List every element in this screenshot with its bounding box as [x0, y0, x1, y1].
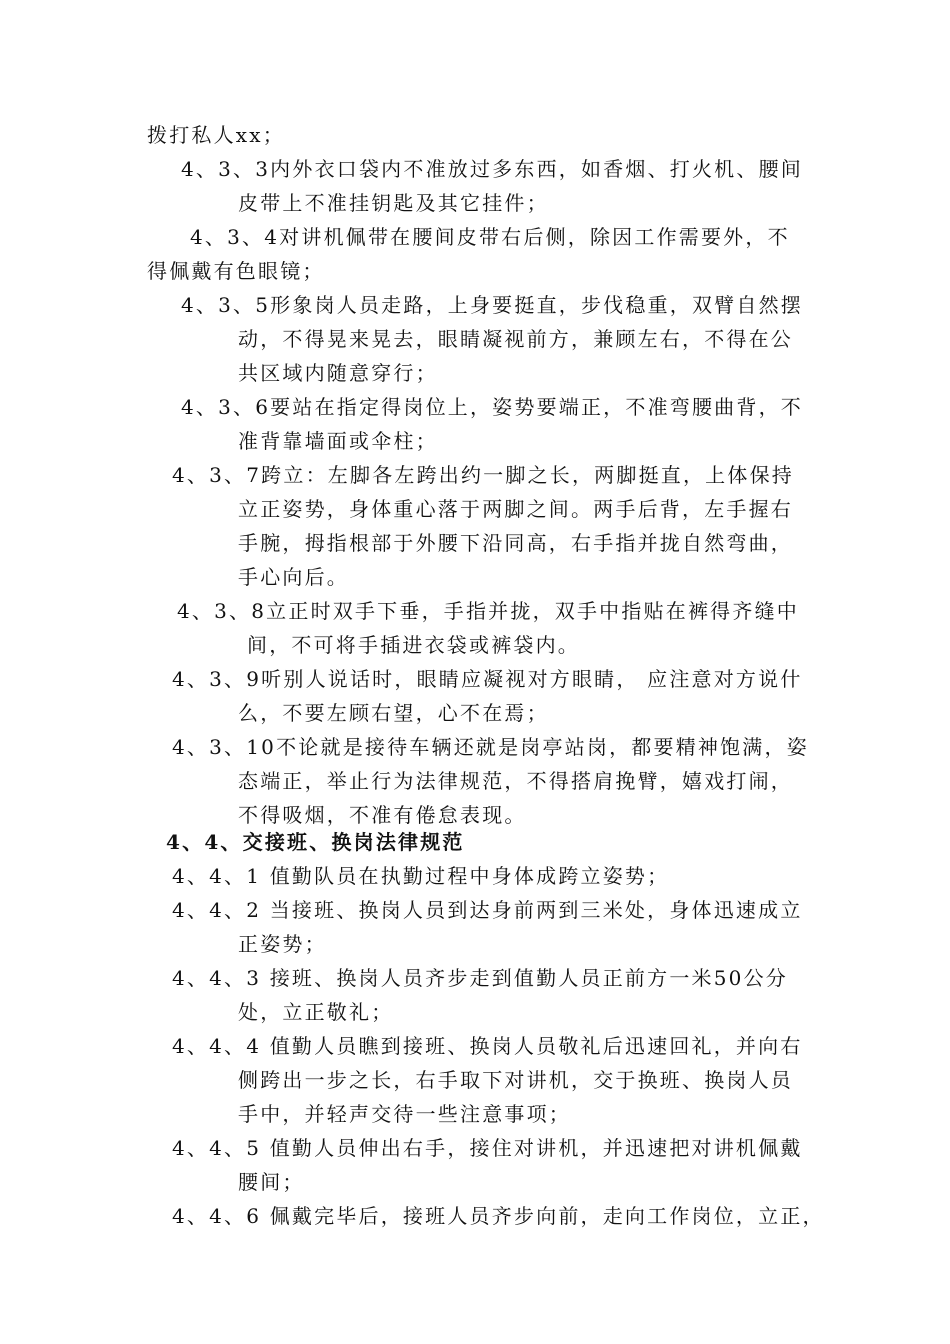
text-line: 4、4、1 值勤队员在执勤过程中身体成跨立姿势； — [172, 864, 670, 888]
text-line: 手心向后。 — [238, 565, 349, 589]
text-line: 4、3、6要站在指定得岗位上，姿势要端正，不准弯腰曲背，不 — [181, 395, 803, 419]
text-line: 腰间； — [238, 1170, 305, 1194]
text-line: 态端正，举止行为法律规范，不得搭肩挽臂，嬉戏打闹， — [238, 769, 793, 793]
text-line: 立正姿势，身体重心落于两脚之间。两手后背，左手握右 — [238, 497, 793, 521]
text-line: 4、3、9听别人说话时，眼睛应凝视对方眼睛， 应注意对方说什 — [172, 667, 803, 691]
text-line: 皮带上不准挂钥匙及其它挂件； — [238, 191, 549, 215]
text-line: 4、3、4对讲机佩带在腰间皮带右后侧，除因工作需要外，不 — [190, 225, 790, 249]
text-line: 4、4、3 接班、换岗人员齐步走到值勤人员正前方一米50公分 — [172, 966, 788, 990]
text-line: 侧跨出一步之长，右手取下对讲机，交于换班、换岗人员 — [238, 1068, 793, 1092]
text-line: 4、4、5 值勤人员伸出右手，接住对讲机，并迅速把对讲机佩戴 — [172, 1136, 803, 1160]
text-line: 4、3、7跨立：左脚各左跨出约一脚之长，两脚挺直，上体保持 — [172, 463, 794, 487]
text-line: 正姿势； — [238, 932, 327, 956]
text-line: 手中，并轻声交待一些注意事项； — [238, 1102, 571, 1126]
text-line: 4、3、8立正时双手下垂，手指并拢，双手中指贴在裤得齐缝中 — [177, 599, 799, 623]
text-line: 么，不要左顾右望，心不在焉； — [238, 701, 549, 725]
text-line: 4、4、2 当接班、换岗人员到达身前两到三米处，身体迅速成立 — [172, 898, 803, 922]
text-line: 4、4、6 佩戴完毕后，接班人员齐步向前，走向工作岗位，立正， — [172, 1204, 825, 1228]
text-line: 共区域内随意穿行； — [238, 361, 438, 385]
text-line: 动，不得晃来晃去，眼睛凝视前方，兼顾左右，不得在公 — [238, 327, 793, 351]
text-line: 得佩戴有色眼镜； — [147, 259, 325, 283]
text-line: 4、3、5形象岗人员走路，上身要挺直，步伐稳重，双臂自然摆 — [181, 293, 803, 317]
text-line: 手腕，拇指根部于外腰下沿同高，右手指并拢自然弯曲， — [238, 531, 793, 555]
section-heading: 4、4、交接班、换岗法律规范 — [166, 830, 465, 854]
text-line: 4、4、4 值勤人员瞧到接班、换岗人员敬礼后迅速回礼，并向右 — [172, 1034, 803, 1058]
text-line: 拨打私人xx； — [147, 123, 285, 147]
text-line: 准背靠墙面或伞柱； — [238, 429, 438, 453]
text-line: 4、3、3内外衣口袋内不准放过多东西，如香烟、打火机、腰间 — [181, 157, 803, 181]
text-line: 4、3、10不论就是接待车辆还就是岗亭站岗，都要精神饱满，姿 — [172, 735, 809, 759]
text-line: 间，不可将手插进衣袋或裤袋内。 — [247, 633, 580, 657]
text-line: 不得吸烟，不准有倦怠表现。 — [238, 803, 527, 827]
text-line: 处，立正敬礼； — [238, 1000, 394, 1024]
